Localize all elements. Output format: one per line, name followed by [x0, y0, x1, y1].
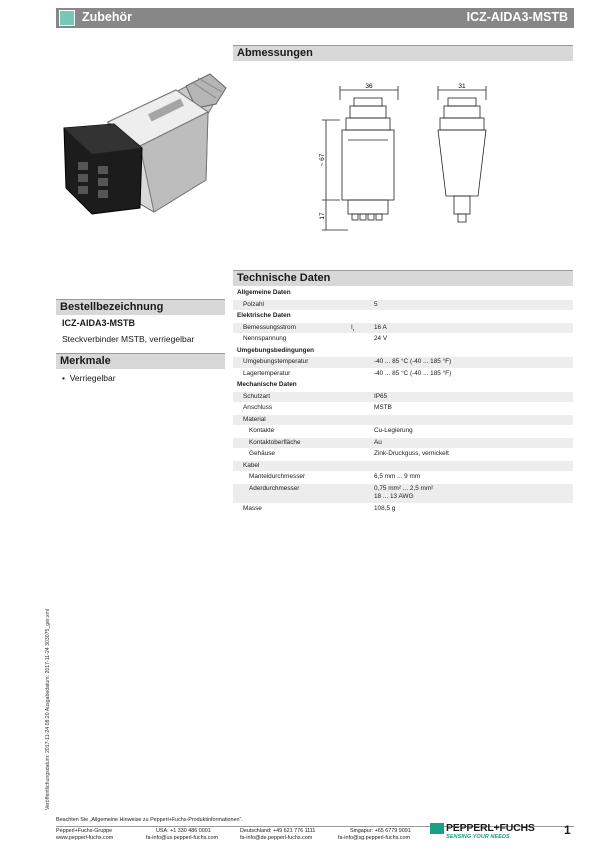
tech-label: Schutzart [243, 392, 270, 400]
tech-row [233, 484, 573, 504]
footer-group: Pepperl+Fuchs-Gruppe www.pepperl-fuchs.com [56, 828, 114, 841]
feature-item-label: Verriegelbar [69, 373, 116, 383]
dim-height-body: ~ 67 [319, 153, 326, 167]
tech-row [233, 357, 573, 369]
tech-row [233, 449, 573, 461]
tech-label: Gehäuse [249, 450, 275, 457]
tech-value: Zink-Druckguss, vernickelt [374, 450, 449, 457]
tech-symbol: $I_r$ [351, 323, 355, 332]
tech-value: Cu-Legierung [374, 427, 413, 434]
footer-website-link[interactable]: www.pepperl-fuchs.com [56, 835, 114, 841]
brand-logo-icon [430, 823, 444, 834]
header-category: Zubehör [82, 10, 132, 24]
tech-label: Aderdurchmesser [249, 484, 300, 492]
tech-row [233, 323, 573, 335]
tech-label: Umgebungsbedingungen [237, 346, 315, 354]
tech-label: Material [243, 415, 266, 423]
order-description: Steckverbinder MSTB, verriegelbar [62, 334, 195, 344]
tech-row [233, 438, 573, 450]
dim-height-bottom: 17 [319, 212, 326, 220]
tech-row [233, 461, 573, 473]
tech-row [233, 415, 573, 427]
category-icon [59, 10, 75, 26]
tech-row [233, 300, 573, 312]
order-designation-header: Bestellbezeichnung [56, 299, 225, 315]
tech-label: Polzahl [243, 300, 264, 308]
features-header: Merkmale [56, 353, 225, 369]
tech-row [233, 472, 573, 484]
header-bar [56, 8, 574, 28]
footer-germany: Deutschland: +49 621 776 1111 fa-info@de.pepperl-fuchs.com [240, 828, 316, 841]
publication-info: Veröffentlichungsdatum: 2017-11-24 08:20 Ausgabedatum: 2017-11-24 303075_ger.xml [45, 608, 51, 810]
tech-label: Allgemeine Daten [237, 289, 291, 296]
tech-value: 24 V [374, 335, 388, 342]
product-image [58, 62, 230, 222]
tech-label: Bemessungsstrom [243, 323, 296, 331]
tech-value: Au [374, 438, 382, 446]
footer-de-email[interactable]: fa-info@de.pepperl-fuchs.com [240, 835, 313, 841]
brand-slogan: SENSING YOUR NEEDS [446, 834, 510, 840]
tech-label: Kontakte [249, 427, 275, 434]
feature-item: • Verriegelbar [62, 373, 116, 383]
tech-label: Mechanische Daten [237, 381, 297, 388]
footer-usa: USA: +1 330 486 0001 fa-info@us.pepperl-fuchs.com [146, 828, 218, 841]
order-product-code: ICZ-AIDA3-MSTB [62, 318, 135, 328]
tech-label: Umgebungstemperatur [243, 358, 309, 365]
dim-width-front: 36 [365, 83, 373, 90]
tech-label: Kontaktoberfläche [249, 438, 301, 446]
tech-value: IP65 [374, 392, 388, 400]
footer-note: Beachten Sie „Allgemeine Hinweise zu Pepperl+Fuchs-Produktinformationen“. [56, 817, 243, 823]
tech-label: Kabel [243, 461, 260, 469]
tech-label: Elektrische Daten [237, 312, 291, 319]
footer-usa-email[interactable]: fa-info@us.pepperl-fuchs.com [146, 835, 218, 841]
tech-row [233, 403, 573, 415]
tech-label: Manteldurchmesser [249, 473, 306, 480]
dim-width-side: 31 [458, 83, 466, 90]
page-number: 1 [564, 823, 571, 837]
tech-value: -40 ... 85 °C (-40 ... 185 °F) [374, 369, 452, 377]
tech-label: Lagertemperatur [243, 369, 291, 377]
tech-row [233, 504, 573, 516]
dimension-drawing [318, 80, 498, 240]
tech-category-row [233, 288, 573, 300]
technical-data-table [233, 288, 573, 515]
dimensions-header: Abmessungen [233, 45, 573, 61]
tech-value: 108,5 g [374, 504, 396, 512]
tech-value: MSTB [374, 404, 392, 411]
header-product: ICZ-AIDA3-MSTB [466, 10, 568, 24]
tech-value-secondary: 18 ... 13 AWG [374, 492, 414, 500]
tech-value: 5 [374, 300, 378, 308]
tech-label: Anschluss [243, 404, 273, 411]
tech-value: 0,75 mm² ... 2,5 mm² [374, 484, 434, 492]
tech-row [233, 392, 573, 404]
tech-category-row [233, 311, 573, 323]
footer-singapore: Singapur: +65 6779 9091 fa-info@sg.pepperl-fuchs.com [338, 828, 411, 841]
tech-row [233, 334, 573, 346]
tech-value: -40 ... 85 °C (-40 ... 185 °F) [374, 358, 452, 365]
tech-value: 6,5 mm ... 9 mm [374, 473, 421, 480]
tech-label: Nennspannung [243, 335, 287, 342]
technical-data-header: Technische Daten [233, 270, 573, 286]
tech-label: Masse [243, 504, 262, 512]
tech-value: 16 A [374, 323, 387, 331]
footer-sg-email[interactable]: fa-info@sg.pepperl-fuchs.com [338, 835, 410, 841]
tech-category-row [233, 346, 573, 358]
brand-name: PEPPERL+FUCHS [446, 822, 535, 834]
tech-category-row [233, 380, 573, 392]
tech-row [233, 426, 573, 438]
tech-row [233, 369, 573, 381]
